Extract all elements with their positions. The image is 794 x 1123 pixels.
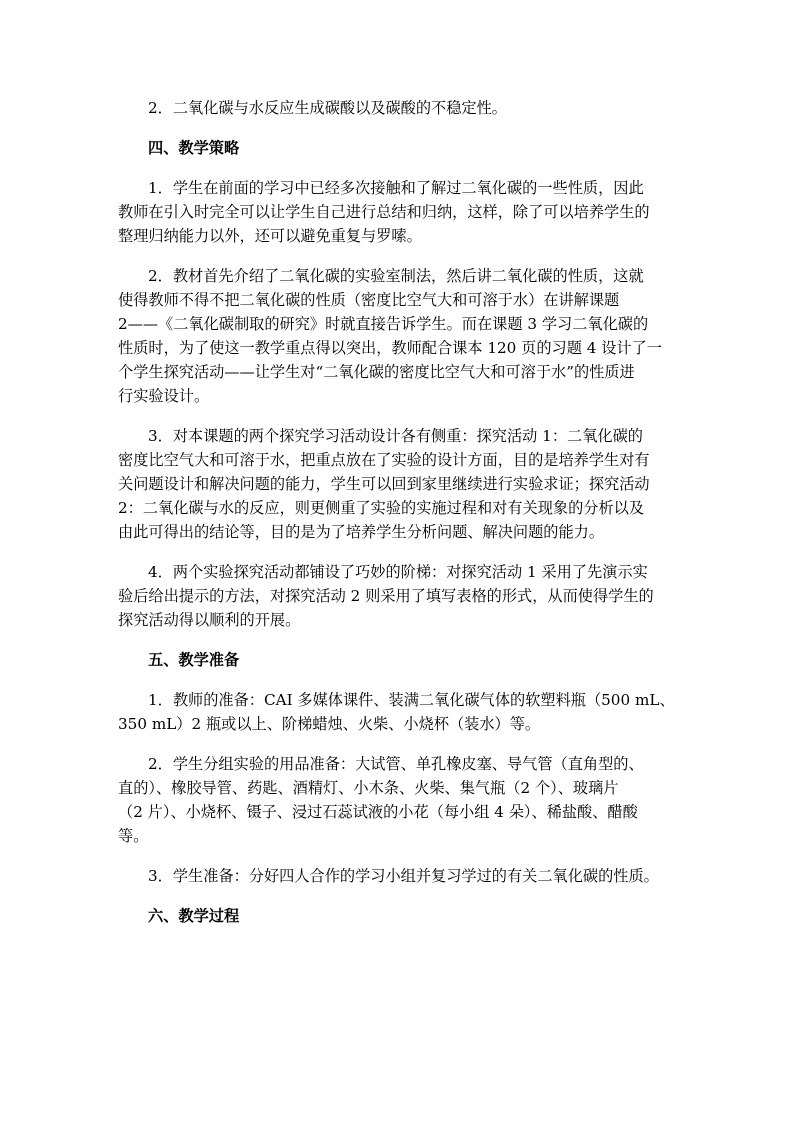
section-5-paragraph-3: 3．学生准备：分好四人合作的学习小组并复习学过的有关二氧化碳的性质。 [148,867,659,885]
section-4-paragraph-4: 4．两个实验探究活动都铺设了巧妙的阶梯：对探究活动 1 采用了先演示实 验后给出提示的方法，对探究活动 2 则采用了填写表格的形式，从而使得学生的 探究活动得以顺利的开展。 [118,563,654,629]
section-4-paragraph-2: 2．教材首先介绍了二氧化碳的实验室制法，然后讲二氧化碳的性质，这就 使得教师不得不把二氧化碳的性质（密度比空气大和可溶于水）在讲解课题 2——《二氧化碳制取的研究》时就直接告诉学生。而在课题 3 学习二氧化碳的 性质时，为了使这一教学重点得以突出，教师配合课本 120 页的习题 4 设计了一 个学生探究活动——让学生对“二氧化碳的密度比空气大和可溶于水”的性质进 行实验设计。 [118,267,662,405]
section-6-heading: 六、教学过程 [148,907,240,925]
intro-item: 2．二氧化碳与水反应生成碳酸以及碳酸的不稳定性。 [148,99,507,117]
section-4-paragraph-1: 1．学生在前面的学习中已经多次接触和了解过二氧化碳的一些性质，因此 教师在引入时完全可以让学生自己进行总结和归纳，这样，除了可以培养学生的 整理归纳能力以外，还可以避免重复与罗嗦。 [118,179,650,245]
section-5-paragraph-1: 1．教师的准备：CAI 多媒体课件、装满二氧化碳气体的软塑料瓶（500 mL、 350 mL）2 瓶或以上、阶梯蜡烛、火柴、小烧杯（装水）等。 [118,691,675,733]
section-5-heading: 五、教学准备 [148,651,240,669]
document-page [118,96,676,928]
section-5-paragraph-2: 2．学生分组实验的用品准备：大试管、单孔橡皮塞、导气管（直角型的、 直的）、橡胶导管、药匙、酒精灯、小木条、火柴、集气瓶（2 个）、玻璃片 （2 片）、小烧杯、镊子、浸过石蕊试液的小花（每小组 4 朵）、稀盐酸、醋酸 等。 [118,755,644,845]
section-4-heading: 四、教学策略 [148,139,240,157]
section-4-paragraph-3: 3．对本课题的两个探究学习活动设计各有侧重：探究活动 1：二氧化碳的 密度比空气大和可溶于水，把重点放在了实验的设计方面，目的是培养学生对有 关问题设计和解决问题的能力，学生可以回到家里继续进行实验求证；探究活动 2：二氧化碳与水的反应，则更侧重了实验的实施过程和对有关现象的分析以及 由此可得出的结论等，目的是为了培养学生分析问题、解决问题的能力。 [118,427,650,541]
